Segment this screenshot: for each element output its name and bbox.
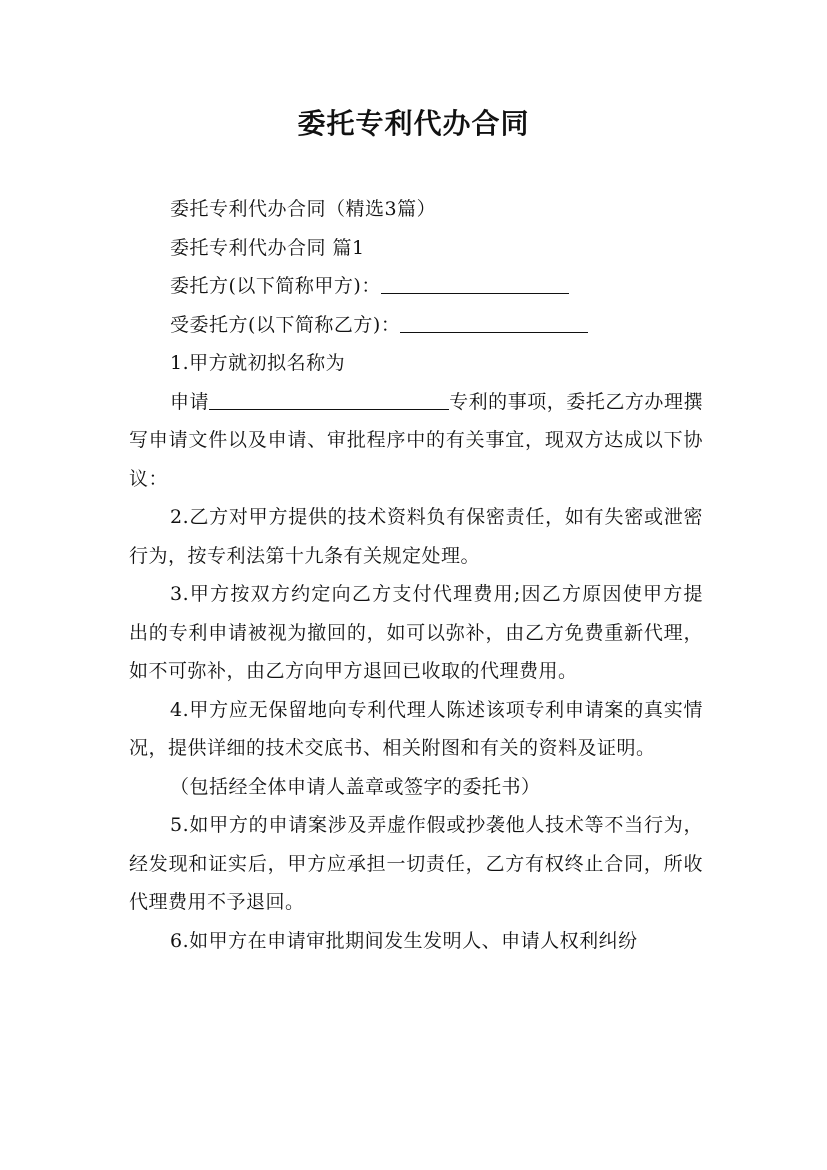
paragraph-clause-4-note: （包括经全体申请人盖章或签字的委托书） (170, 775, 541, 798)
clause-1-start: 申请 (170, 390, 210, 413)
clause-1-end: 专利的事项，委托乙方办理撰写申请文件以及申请、审批程序中的有关事宜，现双方达成以下协议： (129, 390, 703, 490)
paragraph-party-a (129, 267, 703, 306)
paragraph-clause-4: 4.甲方应无保留地向专利代理人陈述该项专利申请案的真实情况，提供详细的技术交底书、相关附图和有关的资料及证明。 (129, 698, 703, 759)
party-b-label: 受委托方(以下简称乙方)： (170, 313, 401, 336)
paragraph-clause-1-intro: 1.甲方就初拟名称为 (170, 352, 346, 374)
paragraph-subtitle: 委托专利代办合同（精选3篇） (170, 198, 437, 220)
paragraph-party-b (129, 306, 703, 345)
party-a-blank-line (381, 271, 569, 294)
paragraph-clause-3: 3.甲方按双方约定向乙方支付代理费用;因乙方原因使甲方提出的专利申请被视为撤回的，如可以弥补，由乙方免费重新代理，如不可弥补，由乙方向甲方退回已收取的代理费用。 (129, 583, 703, 682)
party-b-blank-line (400, 310, 588, 333)
paragraph-clause-5: 5.如甲方的申请案涉及弄虚作假或抄袭他人技术等不当行为，经发现和证实后，甲方应承担一切责任，乙方有权终止合同，所收代理费用不予退回。 (129, 814, 703, 913)
paragraph-clause-1 (129, 383, 703, 499)
document-title: 委托专利代办合同 (297, 107, 530, 140)
paragraph-clause-2: 2.乙方对甲方提供的技术资料负有保密责任，如有失密或泄密行为，按专利法第十九条有关规定处理。 (129, 506, 703, 567)
party-a-label: 委托方(以下简称甲方)： (170, 275, 381, 297)
paragraph-clause-6: 6.如甲方在申请审批期间发生发明人、申请人权利纠纷 (170, 929, 638, 952)
document-body (129, 190, 703, 960)
patent-name-blank-line (209, 387, 449, 410)
paragraph-section-heading: 委托专利代办合同 篇1 (170, 236, 365, 259)
